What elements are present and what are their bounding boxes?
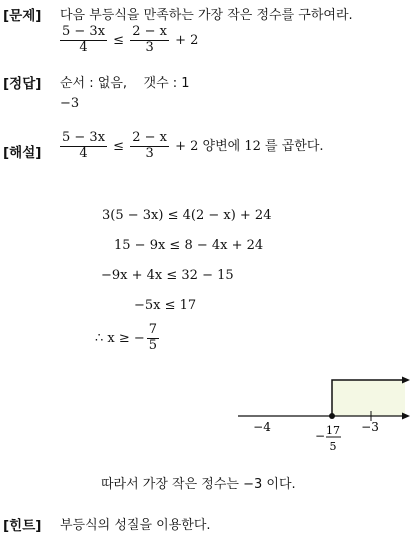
header-tail: + 2 양변에 12 를 곱한다. bbox=[175, 138, 324, 154]
header-lhs-denominator: 4 bbox=[79, 145, 88, 161]
explanation-tag: [해설] bbox=[3, 145, 42, 161]
step-4: −5x ≤ 17 bbox=[134, 298, 197, 313]
rhs-tail: + 2 bbox=[175, 32, 199, 48]
number-line bbox=[0, 370, 410, 470]
point-numerator: 17 bbox=[326, 424, 340, 437]
header-rhs-denominator: 3 bbox=[145, 145, 154, 161]
step-1: 3(5 − 3x) ≤ 4(2 − x) + 24 bbox=[102, 208, 272, 223]
point-denominator: 5 bbox=[329, 440, 337, 453]
point-sign: − bbox=[314, 429, 326, 443]
hint-tag: [힌트] bbox=[3, 518, 42, 534]
problem-text: 다음 부등식을 만족하는 가장 작은 정수를 구하여라. bbox=[60, 8, 353, 23]
lhs-numerator: 5 − 3x bbox=[62, 24, 106, 39]
hint-text: 부등식의 성질을 이용한다. bbox=[60, 518, 211, 533]
problem-tag: [문제] bbox=[3, 8, 42, 24]
step-2: 15 − 9x ≤ 8 − 4x + 24 bbox=[114, 238, 264, 253]
answer-value: −3 bbox=[60, 96, 80, 111]
tick-label-minus3: −3 bbox=[361, 420, 379, 434]
lhs-denominator: 4 bbox=[79, 39, 88, 55]
bracket-arrow-icon bbox=[402, 377, 410, 384]
rhs-denominator: 3 bbox=[145, 39, 154, 55]
final-numerator: 7 bbox=[148, 322, 158, 337]
header-operator: ≤ bbox=[113, 138, 125, 154]
conclusion-text: 따라서 가장 작은 정수는 −3 이다. bbox=[101, 477, 296, 492]
final-inequality bbox=[95, 323, 161, 354]
tick-label-minus4: −4 bbox=[253, 420, 271, 434]
answer-line1: 순서 : 없음, 갯수 : 1 bbox=[60, 76, 190, 91]
step-3: −9x + 4x ≤ 32 − 15 bbox=[101, 268, 234, 283]
rhs-numerator: 2 − x bbox=[132, 24, 167, 39]
final-denominator: 5 bbox=[148, 337, 158, 353]
explanation-header bbox=[58, 131, 324, 162]
solution-shade bbox=[332, 380, 405, 416]
axis-arrow-icon bbox=[402, 413, 410, 420]
final-prefix: ∴ x ≥ − bbox=[95, 330, 145, 346]
header-rhs-numerator: 2 − x bbox=[132, 130, 167, 145]
problem-inequality bbox=[58, 25, 198, 56]
header-lhs-numerator: 5 − 3x bbox=[62, 130, 106, 145]
inequality-operator: ≤ bbox=[113, 32, 125, 48]
answer-tag: [정답] bbox=[3, 76, 42, 92]
boundary-point bbox=[329, 413, 335, 419]
